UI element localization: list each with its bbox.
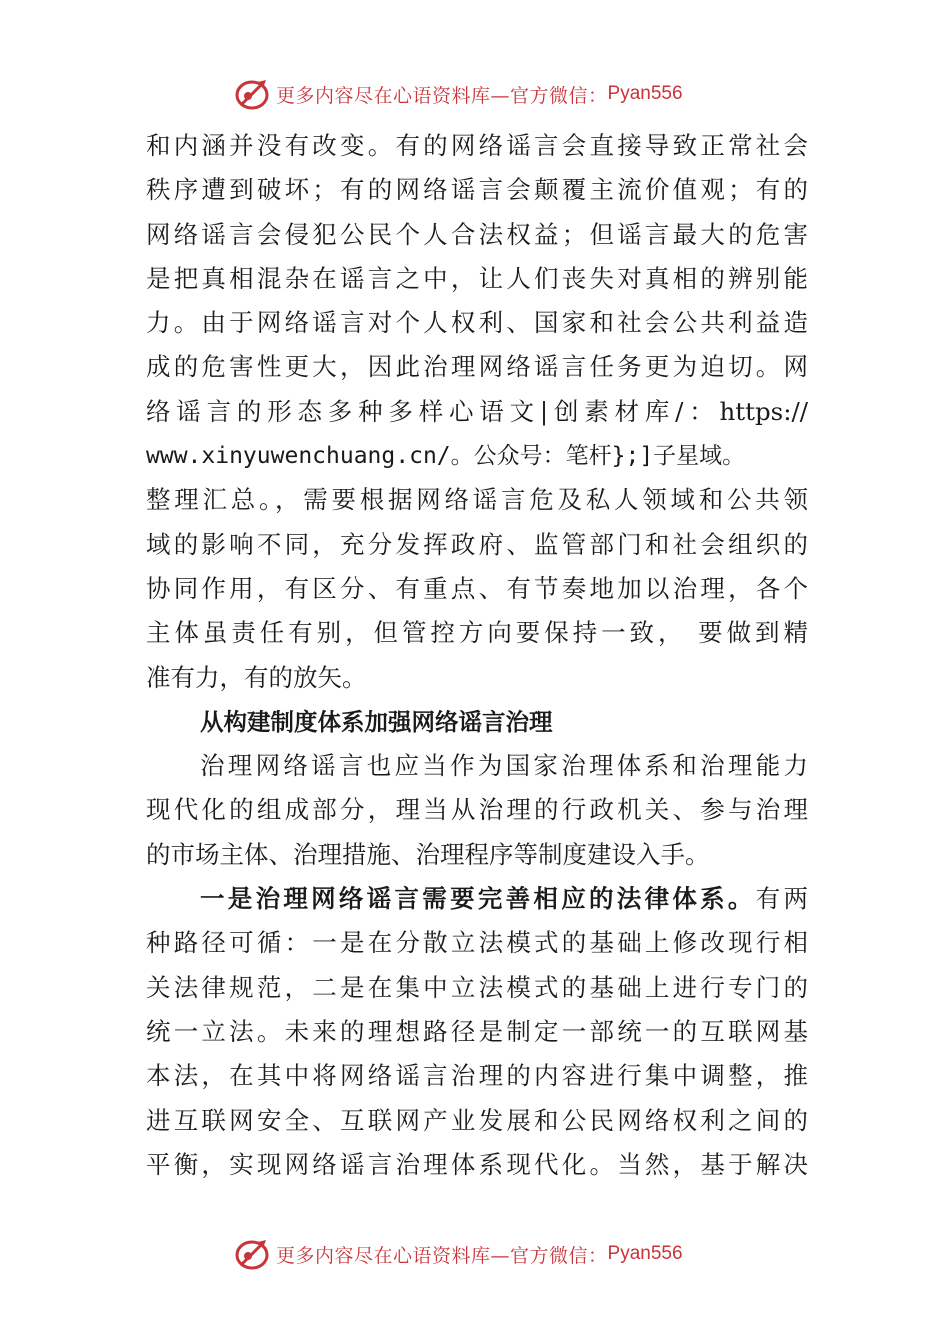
- wechat-id: Pyan556: [607, 1243, 683, 1264]
- text-line: 的市场主体、治理措施、治理程序等制度建设入手。: [146, 839, 710, 869]
- text-line: 种路径可循：一是在分散立法模式的基础上修改现行相: [146, 928, 808, 958]
- text-line: 成的危害性更大，因此治理网络谣言任务更为迫切。网: [146, 352, 808, 382]
- logo-icon: [232, 74, 272, 114]
- text-line: 平衡，实现网络谣言治理体系现代化。当然，基于解决: [146, 1149, 808, 1179]
- text-line: 域的影响不同，充分发挥政府、监管部门和社会组织的: [146, 529, 808, 559]
- text-line: 协同作用，有区分、有重点、有节奏地加以治理，各个: [146, 573, 808, 603]
- text-line: 力。由于网络谣言对个人权利、国家和社会公共利益造: [146, 308, 808, 338]
- document-body: [146, 124, 808, 1187]
- text-line: [146, 877, 808, 921]
- logo-icon: [232, 1234, 272, 1274]
- text-line: 网络谣言会侵犯公民个人合法权益；但谣言最大的危害: [146, 219, 808, 249]
- text-line: 关法律规范，二是在集中立法模式的基础上进行专门的: [146, 972, 808, 1002]
- text-line: 络谣言的形态多种多样心语文|创素材库/：https://: [146, 396, 808, 426]
- text-line: 是把真相混杂在谣言之中，让人们丧失对真相的辨别能: [146, 263, 808, 293]
- header-banner: [0, 72, 950, 116]
- text-line: 进互联网安全、互联网产业发展和公民网络权利之间的: [146, 1105, 808, 1135]
- banner-text: 更多内容尽在心语资料库—官方微信：: [276, 84, 608, 107]
- text-line: 秩序遭到破坏；有的网络谣言会颠覆主流价值观；有的: [146, 175, 808, 205]
- section-heading: 从构建制度体系加强网络谣言治理: [200, 707, 553, 736]
- text-line: 本法，在其中将网络谣言治理的内容进行集中调整，推: [146, 1061, 808, 1091]
- text-line: 准有力，有的放矢。: [146, 662, 367, 692]
- text-line: 现代化的组成部分，理当从治理的行政机关、参与治理: [146, 795, 808, 825]
- text-fragment: 有两: [755, 884, 808, 914]
- banner-text: 更多内容尽在心语资料库—官方微信：: [276, 1244, 608, 1267]
- bold-lead-sentence: 一是治理网络谣言需要完善相应的法律体系。: [200, 884, 756, 914]
- text-line: www.xinyuwenchuang.cn/。公众号：笔杆};]子星域。: [146, 443, 746, 470]
- text-line: 和内涵并没有改变。有的网络谣言会直接导致正常社会: [146, 131, 808, 160]
- text-line: 整理汇总。，需要根据网络谣言危及私人领域和公共领: [146, 485, 808, 515]
- text-line: 统一立法。未来的理想路径是制定一部统一的互联网基: [146, 1016, 808, 1046]
- text-line: 治理网络谣言也应当作为国家治理体系和治理能力: [200, 751, 808, 781]
- text-line: 主体虽责任有别，但管控方向要保持一致， 要做到精: [146, 618, 808, 648]
- wechat-id: Pyan556: [607, 83, 683, 104]
- footer-banner: [0, 1232, 950, 1276]
